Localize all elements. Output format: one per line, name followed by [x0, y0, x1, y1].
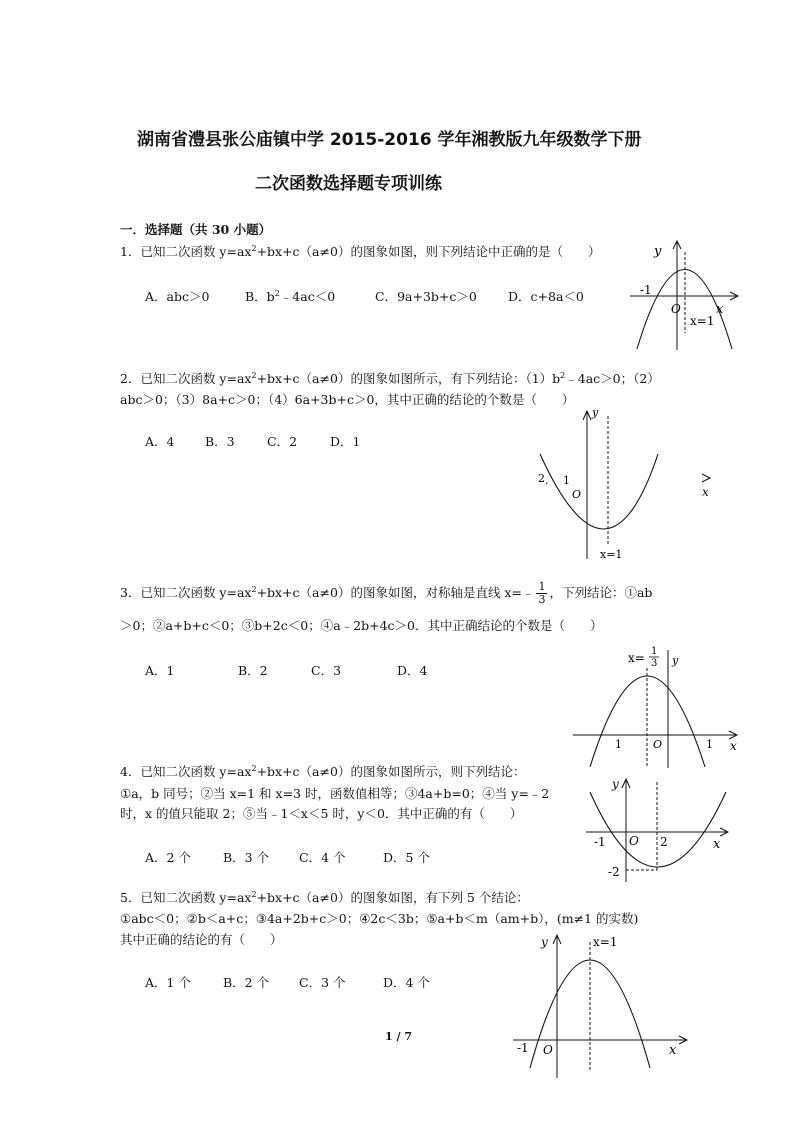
- q5-option-a[interactable]: A．1 个: [145, 975, 191, 990]
- q4-option-b[interactable]: B．3 个: [223, 850, 270, 865]
- q2-option-d[interactable]: D．1: [330, 434, 361, 449]
- q2-parabola-graph: [530, 404, 730, 564]
- q5-option-d[interactable]: D．4 个: [383, 975, 430, 990]
- q3-option-d[interactable]: D．4: [397, 663, 428, 678]
- q2-dot-label: .: [545, 474, 549, 487]
- q5-neg1-label: -1: [517, 1041, 529, 1055]
- title-line-1: 湖南省澧县张公庙镇中学 2015-2016 学年湘教版九年级数学下册: [137, 130, 642, 150]
- q5-sup: 2: [251, 889, 257, 899]
- q2-text-a: 2．已知二次函数 y=ax: [120, 371, 252, 386]
- q2-two-label: 2: [538, 472, 545, 485]
- q2-y-label: y: [592, 406, 599, 419]
- q3-x-label: x: [730, 739, 737, 753]
- q1-text-a: 1．已知二次函数 y=ax: [120, 244, 252, 259]
- q3-text-b: +bx+c（a≠0）的图象如图，对称轴是直线 x=﹣: [256, 585, 535, 600]
- q3-option-a[interactable]: A．1: [145, 663, 175, 678]
- q2-one-label: 1: [563, 474, 570, 487]
- q1-option-b-label: B．b: [245, 289, 275, 304]
- q4-neg1-label: -1: [594, 835, 606, 849]
- page-number: 1 / 7: [385, 1030, 412, 1043]
- q2-origin-label: O: [572, 488, 582, 501]
- q5-text-a: 5．已知二次函数 y=ax: [120, 890, 252, 905]
- q3-origin-label: O: [653, 738, 663, 751]
- q1-y-label: y: [654, 244, 662, 259]
- question-3-line-1: [120, 581, 652, 606]
- q4-origin-label: O: [629, 834, 639, 848]
- q2-axis-label: x=1: [600, 548, 623, 561]
- q3-one-left-label: 1: [615, 738, 622, 751]
- question-1: [120, 242, 600, 261]
- section-heading: 一．选择题（共 30 小题）: [120, 222, 272, 237]
- q4-text-a: 4．已知二次函数 y=ax: [120, 764, 252, 779]
- q2-text-c: ﹣4ac＞0；（2）: [565, 371, 660, 386]
- q1-sup: 2: [251, 243, 257, 253]
- q1-x-label: x: [716, 302, 724, 317]
- q3-frac-num: 1: [651, 646, 658, 657]
- question-5-line-3: 其中正确的结论的有（ ）: [120, 932, 283, 947]
- q5-y-label: y: [541, 935, 548, 949]
- q5-option-c[interactable]: C．3 个: [299, 975, 346, 990]
- question-4-line-2: ①a，b 同号；②当 x=1 和 x=3 时，函数值相等；③4a+b=0；④当 y=﹣2: [120, 786, 550, 801]
- q2-x-arrow: [702, 474, 710, 482]
- q4-option-d[interactable]: D．5 个: [383, 850, 430, 865]
- q1-neg1-label: -1: [640, 283, 652, 297]
- q2-sup-2: 2: [560, 370, 566, 380]
- q4-option-c[interactable]: C．4 个: [299, 850, 346, 865]
- q3-option-b[interactable]: B．2: [238, 663, 268, 678]
- question-4-line-1: [120, 762, 525, 781]
- q1-text-b: +bx+c（a≠0）的图象如图，则下列结论中正确的是（ ）: [256, 244, 601, 259]
- q3-xeq-label: x=: [628, 651, 645, 665]
- q2-option-a[interactable]: A．4: [145, 434, 175, 449]
- q3-frac-den: 3: [651, 658, 658, 669]
- q5-option-b[interactable]: B．2 个: [223, 975, 270, 990]
- question-3-line-2: ＞0；②a+b+c＜0；③b+2c＜0；④a﹣2b+4c＞0．其中正确结论的个数是（ ）: [120, 618, 603, 633]
- q1-option-b-rest: ﹣4ac＜0: [279, 289, 336, 304]
- q2-text-b: +bx+c（a≠0）的图象如图所示，有下列结论：（1）b: [256, 371, 561, 386]
- q1-parabola-graph: [620, 238, 745, 353]
- question-2-line-1: [120, 369, 660, 388]
- q4-neg2-label: -2: [608, 865, 620, 879]
- q1-option-b-sup: 2: [274, 288, 280, 298]
- q3-one-right-label: 1: [706, 738, 713, 751]
- q5-axis-label: x=1: [593, 935, 618, 949]
- q1-origin-label: O: [671, 302, 681, 316]
- q1-option-d[interactable]: D．c+8a＜0: [508, 289, 584, 304]
- q3-option-c[interactable]: C．3: [311, 663, 342, 678]
- q4-x-label: x: [713, 837, 721, 852]
- q1-option-a[interactable]: A．abc＞0: [145, 289, 210, 304]
- q4-parabola-graph: [578, 772, 736, 884]
- question-2-line-2: abc＞0；（3）8a+c＞0；（4）6a+3b+c＞0，其中正确的结论的个数是（ ）: [120, 392, 575, 407]
- q1-axis-label: x=1: [690, 314, 715, 328]
- question-5-line-1: [120, 888, 529, 907]
- q2-option-c[interactable]: C．2: [267, 434, 298, 449]
- q2-option-b[interactable]: B．3: [205, 434, 235, 449]
- q4-curve: [590, 792, 726, 867]
- q3-y-label: y: [672, 654, 679, 667]
- q4-option-a[interactable]: A．2 个: [145, 850, 191, 865]
- q1-option-c[interactable]: C．9a+3b+c＞0: [375, 289, 477, 304]
- q3-sup: 2: [251, 584, 257, 594]
- q4-sup: 2: [251, 763, 257, 773]
- q2-x-label: x: [702, 485, 709, 499]
- q3-parabola-graph: [565, 640, 743, 770]
- title-line-2: 二次函数选择题专项训练: [255, 174, 442, 194]
- q5-origin-label: O: [543, 1043, 553, 1057]
- q5-text-b: +bx+c（a≠0）的图象如图，有下列 5 个结论：: [256, 890, 529, 905]
- q3-fraction-den: 3: [538, 593, 546, 606]
- q4-y-label: y: [612, 777, 619, 791]
- q1-option-b[interactable]: [245, 287, 335, 305]
- q3-text-a: 3．已知二次函数 y=ax: [120, 585, 252, 600]
- q5-parabola-graph: [505, 930, 695, 1080]
- q3-fraction: [536, 581, 547, 606]
- q2-sup: 2: [251, 370, 257, 380]
- q5-x-label: x: [669, 1043, 677, 1058]
- question-5-line-2: ①abc＜0；②b＜a+c；③4a+2b+c＞0；④2c＜3b；⑤a+b＜m（am+b），(m≠1 的实数): [120, 911, 639, 926]
- q4-two-label: 2: [660, 835, 668, 849]
- q3-text-c: ，下列结论：①ab: [549, 585, 653, 600]
- q4-text-b: +bx+c（a≠0）的图象如图所示，则下列结论：: [256, 764, 526, 779]
- q3-fraction-num: 1: [538, 580, 546, 593]
- q2-curve: [540, 454, 658, 529]
- question-4-line-3: 时，x 的值只能取 2；⑤当﹣1＜x＜5 时，y＜0．其中正确的有（ ）: [120, 806, 523, 821]
